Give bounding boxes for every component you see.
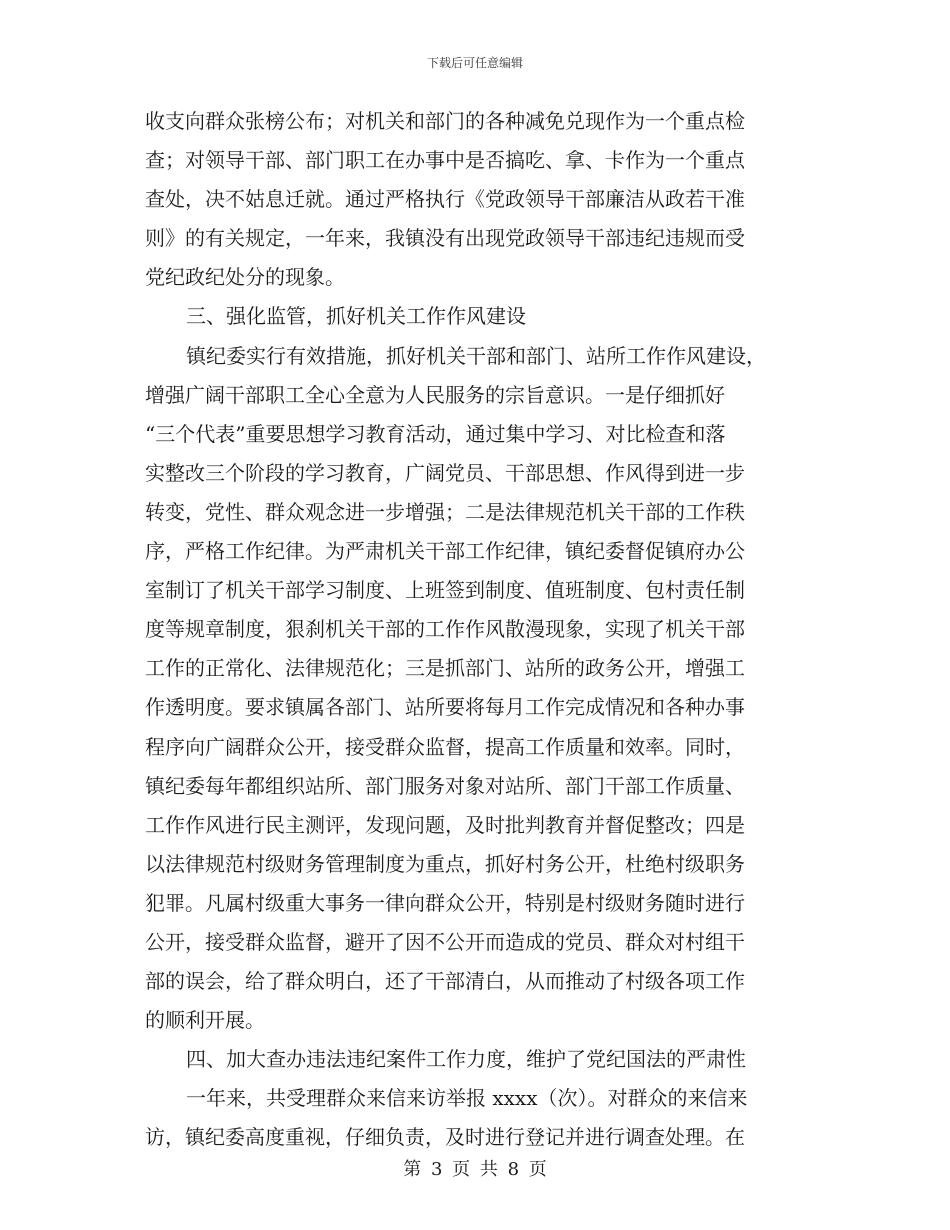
- document-body: [145, 102, 805, 1158]
- text-line: 以法律规范村级财务管理制度为重点，抓好村务公开，杜绝村级职务: [145, 851, 745, 876]
- text-line: 工作作风进行民主测评，发现问题，及时批判教育并督促整改；四是: [145, 812, 745, 837]
- text-line: 镇纪委每年都组织站所、部门服务对象对站所、部门干部工作质量、: [145, 773, 745, 798]
- text-line: 工作的正常化、法律规范化；三是抓部门、站所的政务公开，增强工: [145, 656, 745, 681]
- text-line: 度等规章制度，狠刹机关干部的工作作风散漫现象，实现了机关干部: [145, 617, 745, 642]
- text-line: 公开，接受群众监督，避开了因不公开而造成的党员、群众对村组干: [145, 929, 745, 954]
- text-line: 实整改三个阶段的学习教育，广阔党员、干部思想、作风得到进一步: [145, 460, 745, 485]
- text-line: 作透明度。要求镇属各部门、站所要将每月工作完成情况和各种办事: [145, 695, 745, 720]
- page-number-footer: 第 3 页 共 8 页: [403, 1159, 547, 1180]
- text-line: 犯罪。凡属村级重大事务一律向群众公开，特别是村级财务随时进行: [145, 890, 745, 915]
- text-line: 一年来，共受理群众来信来访举报 xxxx（次）。对群众的来信来: [186, 1086, 748, 1111]
- text-line: 三、强化监管，抓好机关工作作风建设: [186, 304, 526, 329]
- text-line: 程序向广阔群众公开，接受群众监督，提高工作质量和效率。同时，: [145, 734, 745, 759]
- text-line: 转变，党性、群众观念进一步增强；二是法律规范机关干部的工作秩: [145, 499, 745, 524]
- text-line: “三个代表”重要思想学习教育活动，通过集中学习、对比检查和落: [145, 421, 726, 446]
- text-line: 室制订了机关干部学习制度、上班签到制度、值班制度、包村责任制: [145, 578, 745, 603]
- text-line: 查；对领导干部、部门职工在办事中是否搞吃、拿、卡作为一个重点: [145, 148, 745, 173]
- text-line: 部的误会，给了群众明白，还了干部清白，从而推动了村级各项工作: [145, 969, 745, 994]
- text-line: 镇纪委实行有效措施，抓好机关干部和部门、站所工作作风建设，: [186, 343, 766, 368]
- text-line: 党纪政纪处分的现象。: [145, 265, 345, 290]
- text-line: 收支向群众张榜公布；对机关和部门的各种减免兑现作为一个重点检: [145, 109, 745, 133]
- text-line: 序，严格工作纪律。为严肃机关干部工作纪律，镇纪委督促镇府办公: [145, 539, 745, 564]
- text-line: 四、加大查办违法违纪案件工作力度，维护了党纪国法的严肃性: [186, 1047, 746, 1072]
- text-line: 的顺利开展。: [145, 1008, 265, 1033]
- text-line: 访，镇纪委高度重视，仔细负责，及时进行登记并进行调查处理。在: [145, 1125, 745, 1150]
- text-line: 查处，决不姑息迁就。通过严格执行《党政领导干部廉洁从政若干准: [145, 187, 745, 212]
- text-line: 则》的有关规定，一年来，我镇没有出现党政领导干部违纪违规而受: [145, 226, 745, 251]
- page-header: 下载后可任意编辑: [426, 56, 523, 70]
- text-line: 增强广阔干部职工全心全意为人民服务的宗旨意识。一是仔细抓好: [145, 382, 725, 407]
